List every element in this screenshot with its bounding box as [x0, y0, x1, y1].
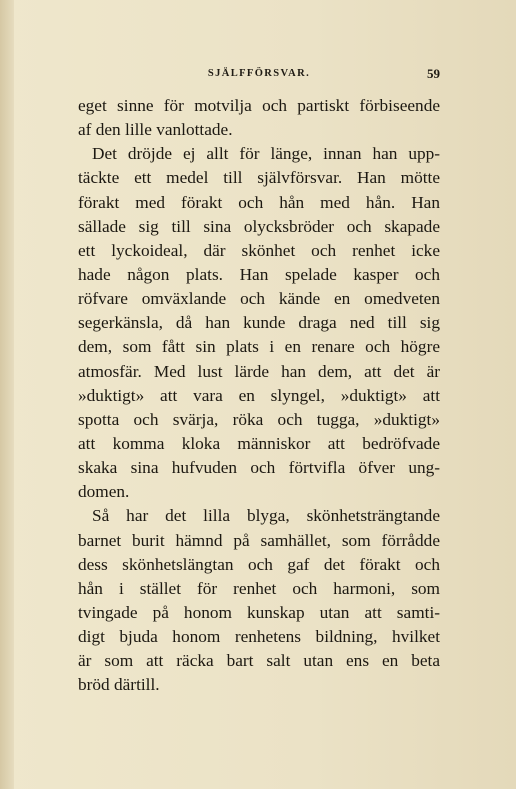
text-line: digt bjuda honom renhetens bildning, hvilket	[78, 627, 440, 647]
text-line: hån i stället för renhet och harmoni, som	[78, 578, 440, 598]
text-line: »duktigt» att vara en slyngel, »duktigt» att	[78, 385, 440, 405]
text-line: tvingade på honom kunskap utan att samti-	[78, 602, 440, 622]
text-line: förakt med förakt och hån med hån. Han	[78, 192, 440, 212]
paragraph-first-line: Det dröjde ej allt för länge, innan han upp-	[92, 144, 440, 164]
running-title: SJÄLFFÖRSVAR.	[207, 68, 311, 79]
body-text	[78, 94, 440, 698]
text-line: spotta och svärja, röka och tugga, »duktigt»	[78, 409, 440, 429]
text-line: är som att räcka bart salt utan ens en beta	[78, 651, 440, 671]
text-line: domen.	[78, 482, 130, 502]
text-line: ett lyckoideal, där skönhet och renhet icke	[78, 240, 440, 260]
paragraph-first-line: Så har det lilla blyga, skönhetsträngtande	[92, 506, 440, 526]
text-line: skaka sina hufvuden och förtvifla öfver ung-	[78, 458, 440, 478]
text-line: täckte ett medel till självförsvar. Han mötte	[78, 168, 440, 188]
text-line: af den lille vanlottade.	[78, 120, 233, 140]
text-line: att komma kloka människor att bedröfvade	[78, 433, 440, 453]
text-line: bröd därtill.	[78, 675, 160, 695]
text-line: hade någon plats. Han spelade kasper och	[78, 264, 440, 284]
text-line: röfvare omväxlande och kände en omedveten	[78, 289, 440, 309]
page-gutter-shadow	[0, 0, 14, 789]
text-line: dess skönhetslängtan och gaf det förakt och	[78, 554, 440, 574]
page-number: 59	[427, 66, 440, 81]
text-line: sällade sig till sina olycksbröder och skapade	[78, 216, 440, 236]
text-line: segerkänsla, då han kunde draga ned till sig	[78, 313, 440, 333]
running-head	[78, 66, 440, 84]
text-line: eget sinne för motvilja och partiskt förbiseende	[78, 96, 440, 115]
text-line: barnet burit hämnd på samhället, som förrådde	[78, 530, 440, 550]
text-line: atmosfär. Med lust lärde han dem, att det är	[78, 361, 440, 381]
text-line: dem, som fått sin plats i en renare och högre	[78, 337, 440, 357]
